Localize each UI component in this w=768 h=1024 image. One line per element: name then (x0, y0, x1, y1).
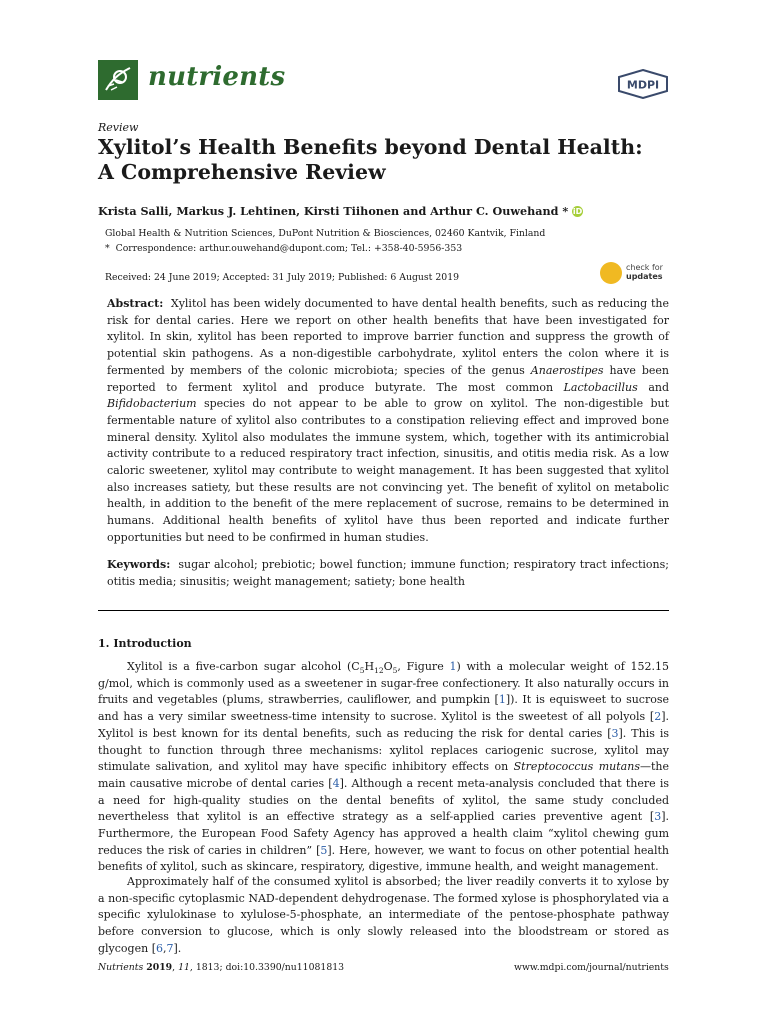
check-updates-line1: check for (626, 263, 663, 272)
keywords (107, 557, 669, 590)
citation-link[interactable]: 1 (498, 693, 506, 707)
title-line-2: A Comprehensive Review (98, 160, 386, 184)
figure-link[interactable]: 1 (449, 660, 457, 673)
abstract-genus: Bifidobacterium (107, 397, 197, 411)
citation-link[interactable]: 2 (654, 710, 662, 724)
title-line-1: Xylitol’s Health Benefits beyond Dental Health: (98, 135, 643, 159)
citation-link[interactable]: 4 (332, 776, 340, 790)
citation-link[interactable]: 5 (320, 843, 328, 857)
check-updates-icon (600, 262, 622, 284)
footer-citation: Nutrients 2019, 11, 1813; doi:10.3390/nu11081813 (98, 962, 345, 973)
abstract-label: Abstract: (107, 297, 164, 310)
intro-paragraph-1: Xylitol is a five-carbon sugar alcohol ($C_5H_{12}O_5$, Figure 1) with a molecular weight of 152.15 g/mol, which is commonly used as a sweetener in sugar-free confectionery. It also naturally occurs in fruits and vegetables (plums, strawberries, cauliflower, and pumpkin [1]). It is equisweet to sucrose and has a very similar sweetness-time intensity to sucrose. Xylitol is the sweetest of all polyols [2]. Xylitol is best known for its dental benefits, such as reducing the risk for dental caries [3]. This is thought to function through three mechanisms: xylitol replaces cariogenic sucrose, xylitol may stimulate salivation, and xylitol may have specific inhibitory effects on Streptococcus mutans—the main causative microbe of dental caries [4]. Although a recent meta-analysis concluded that there is a need for high-quality studies on the dental benefits of xylitol, the same study concluded nevertheless that xylitol is an effective strategy as a self-applied caries preventive agent [3]. Furthermore, the European Food Safety Agency has approved a health claim “xylitol chewing gum reduces the risk of caries in children” [5]. Here, however, we want to focus on other potential health benefits of xylitol, such as skincare, respiratory, digestive, immune health, and weight management. (98, 660, 670, 874)
mdpi-logo (617, 69, 669, 99)
citation-link[interactable]: 3 (611, 726, 619, 740)
footer-url[interactable]: www.mdpi.com/journal/nutrients (514, 962, 669, 973)
correspondence-text: Correspondence: arthur.ouwehand@dupont.com; Tel.: +358-40-5956-353 (115, 243, 463, 254)
section-heading: 1. Introduction (98, 637, 192, 650)
nutrients-logo (98, 60, 138, 100)
check-for-updates-badge[interactable] (600, 262, 672, 286)
citation-link[interactable]: 3 (654, 810, 662, 824)
mdpi-logo-text: MDPI (626, 78, 660, 92)
abstract (107, 296, 669, 547)
correspondence-mark: * (105, 243, 110, 254)
author-list (98, 204, 583, 218)
orcid-icon[interactable]: iD (572, 207, 583, 216)
article-title (98, 135, 678, 185)
abstract-genus: Lactobacillus (563, 380, 638, 394)
journal-name: nutrients (148, 62, 286, 92)
keywords-label: Keywords: (107, 558, 171, 571)
section-divider (98, 610, 669, 611)
intro-paragraph-2: Approximately half of the consumed xylitol is absorbed; the liver readily converts it to xylose by a non-specific cytoplasmic NAD-dependent dehydrogenase. The formed xylose is phosphorylated via a specific xylulokinase to xylulose-5-phosphate, an intermediate of the pentose-phosphate pathway before conversion to glucose, which is only slowly released into the bloodstream or stored as glycogen [6,7]. (98, 875, 669, 955)
abstract-text: species do not appear to be able to grow on xylitol. The non-digestible but fermentable nature of xylitol also contributes to a constipation relieving effect and improved bone mineral density. Xylitol also modulates the immune system, which, together with its antimicrobial activity contribute to a reduced respiratory tract infection, sinusitis, and otitis media risk. As a low caloric sweetener, xylitol may contribute to weight management. It has been suggested that xylitol also increases satiety, but these results are not convincing yet. The benefit of xylitol on metabolic health, in addition to the benefit of the mere replacement of sucrose, remains to be determined in humans. Additional health benefits of xylitol have thus been reported and indicate further opportunities but need to be confirmed in human studies. (107, 397, 669, 544)
abstract-text: Xylitol has been widely documented to have dental health benefits, such as reducing the risk for dental caries. Here we report on other health benefits that have been investigated for xylitol. In skin, xylitol has been reported to improve barrier function and suppress the growth of potential skin pathogens. As a non-digestible carbohydrate, xylitol enters the colon where it is fermented by members of the colonic microbiota; species of the genus (107, 297, 669, 377)
abstract-text: have been reported to ferment xylitol and produce butyrate. The most common (107, 363, 669, 394)
abstract-genus: Anaerostipes (530, 363, 604, 377)
abstract-text: and (637, 380, 669, 394)
authors-text: Krista Salli, Markus J. Lehtinen, Kirsti Tiihonen and Arthur C. Ouwehand * (98, 204, 569, 218)
citation-link[interactable]: 7 (166, 941, 174, 955)
affiliations (105, 226, 545, 256)
check-updates-line2: updates (626, 272, 663, 281)
article-type: Review (98, 121, 139, 134)
correspondence-line (105, 241, 545, 256)
affiliation-line: Global Health & Nutrition Sciences, DuPont Nutrition & Biosciences, 02460 Kantvik, Finland (105, 228, 546, 239)
keywords-text: sugar alcohol; prebiotic; bowel function; immune function; respiratory tract infections; otitis media; sinusitis; weight management; satiety; bone health (107, 558, 669, 588)
citation-link[interactable]: 6 (155, 941, 163, 955)
publication-dates: Received: 24 June 2019; Accepted: 31 July 2019; Published: 6 August 2019 (105, 272, 460, 283)
